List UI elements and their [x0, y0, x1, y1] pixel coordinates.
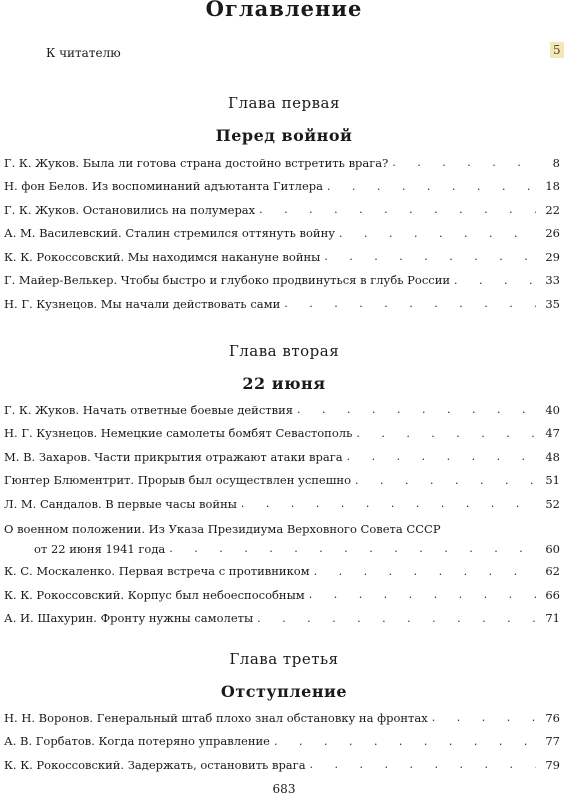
entry-title: А. М. Василевский. Сталин стремился оттянуть войну	[4, 226, 336, 241]
entry-title-continued: от 22 июня 1941 года	[34, 541, 166, 556]
entry-page-number: 62	[545, 564, 560, 579]
preface-page-number: 5	[550, 42, 564, 58]
toc-entry[interactable]	[0, 492, 568, 516]
toc-entry[interactable]	[0, 151, 568, 175]
chapter-heading-3: Глава третья	[229, 650, 339, 668]
toc-entry[interactable]	[0, 269, 568, 293]
entry-page-number: 66	[545, 587, 560, 602]
entry-page-number: 52	[545, 496, 560, 511]
leader-dots	[432, 711, 536, 724]
entry-title: К. К. Рокоссовский. Корпус был небоеспособным	[4, 587, 305, 602]
entry-page-number: 76	[545, 710, 560, 725]
entry-page-number: 47	[545, 426, 560, 441]
toc-entry[interactable]	[0, 398, 568, 422]
entry-page-number: 22	[545, 202, 560, 217]
toc-entry[interactable]	[0, 222, 568, 246]
leader-dots	[327, 180, 536, 193]
entry-title: Г. К. Жуков. Была ли готова страна достойно встретить врага?	[4, 155, 389, 170]
leader-dots	[309, 588, 536, 601]
leader-dots	[355, 474, 536, 487]
entry-title: К. С. Москаленко. Первая встреча с противником	[4, 564, 310, 579]
entry-page-number: 33	[545, 273, 560, 288]
toc-entry-preface[interactable]	[0, 44, 568, 64]
entry-page-number: 77	[545, 734, 560, 749]
footer-page-number: 683	[272, 782, 296, 796]
entry-page-number: 60	[545, 541, 560, 556]
leader-dots	[284, 297, 536, 310]
entry-title: Гюнтер Блюментрит. Прорыв был осуществлен успешно	[4, 473, 352, 488]
entry-title: Г. К. Жуков. Остановились на полумерах	[4, 202, 256, 217]
toc-entry[interactable]	[0, 175, 568, 199]
entry-title: К. К. Рокоссовский. Мы находимся накануне войны	[4, 249, 321, 264]
entry-page-number: 48	[545, 449, 560, 464]
chapter-heading-2: Глава вторая	[228, 342, 340, 360]
entry-title: Н. фон Белов. Из воспоминаний адъютанта Гитлера	[4, 179, 324, 194]
toc-entry[interactable]	[0, 730, 568, 754]
toc-entry[interactable]	[0, 516, 568, 560]
toc-entry[interactable]	[0, 583, 568, 607]
chapter-title-2: 22 июня	[242, 374, 326, 393]
preface-label: К читателю	[46, 46, 121, 60]
leader-dots	[392, 156, 536, 169]
toc-entry[interactable]	[0, 422, 568, 446]
toc-entry[interactable]	[0, 753, 568, 777]
leader-dots	[241, 497, 536, 510]
chapter-title-3: Отступление	[220, 682, 348, 701]
toc-list-chapter-3	[0, 706, 568, 777]
leader-dots	[314, 565, 536, 578]
entry-page-number: 18	[545, 179, 560, 194]
leader-dots	[310, 758, 536, 771]
toc-entry[interactable]	[0, 292, 568, 316]
entry-page-number: 26	[545, 226, 560, 241]
toc-list-chapter-2	[0, 398, 568, 630]
leader-dots	[169, 542, 536, 556]
leader-dots	[454, 274, 536, 287]
entry-title: Н. Г. Кузнецов. Мы начали действовать сами	[4, 296, 281, 311]
entry-page-number: 40	[545, 402, 560, 417]
leader-dots	[324, 250, 536, 263]
entry-title: М. В. Захаров. Части прикрытия отражают атаки врага	[4, 449, 343, 464]
entry-title: О военном положении. Из Указа Президиума Верховного Совета СССР	[4, 521, 441, 536]
entry-title: Л. М. Сандалов. В первые часы войны	[4, 496, 237, 511]
entry-page-number: 8	[552, 155, 560, 170]
leader-dots	[356, 427, 536, 440]
entry-title: Н. Н. Воронов. Генеральный штаб плохо знал обстановку на фронтах	[4, 710, 428, 725]
page-title: Оглавление	[205, 0, 363, 21]
toc-list-chapter-1	[0, 151, 568, 316]
chapter-title-1: Перед войной	[215, 126, 353, 145]
toc-entry[interactable]	[0, 607, 568, 631]
entry-page-number: 35	[545, 296, 560, 311]
leader-dots	[297, 403, 536, 416]
leader-dots	[274, 735, 536, 748]
leader-dots	[257, 612, 536, 625]
entry-title: Г. К. Жуков. Начать ответные боевые действия	[4, 402, 294, 417]
leader-dots	[347, 450, 536, 463]
entry-title: А. И. Шахурин. Фронту нужны самолеты	[4, 611, 254, 626]
toc-entry[interactable]	[0, 469, 568, 493]
leader-dots	[259, 203, 536, 216]
entry-title: Г. Майер-Велькер. Чтобы быстро и глубоко продвинуться в глубь России	[4, 273, 451, 288]
toc-entry[interactable]	[0, 706, 568, 730]
entry-page-number: 29	[545, 249, 560, 264]
entry-page-number: 71	[545, 611, 560, 626]
toc-entry[interactable]	[0, 245, 568, 269]
entry-page-number: 79	[545, 757, 560, 772]
toc-entry[interactable]	[0, 445, 568, 469]
chapter-heading-1: Глава первая	[228, 94, 340, 112]
leader-dots	[339, 227, 536, 240]
toc-entry[interactable]	[0, 198, 568, 222]
entry-title: А. В. Горбатов. Когда потеряно управление	[4, 734, 270, 749]
entry-title: Н. Г. Кузнецов. Немецкие самолеты бомбят Севастополь	[4, 426, 353, 441]
entry-title: К. К. Рокоссовский. Задержать, остановить врага	[4, 757, 306, 772]
toc-entry[interactable]	[0, 560, 568, 584]
entry-page-number: 51	[545, 473, 560, 488]
